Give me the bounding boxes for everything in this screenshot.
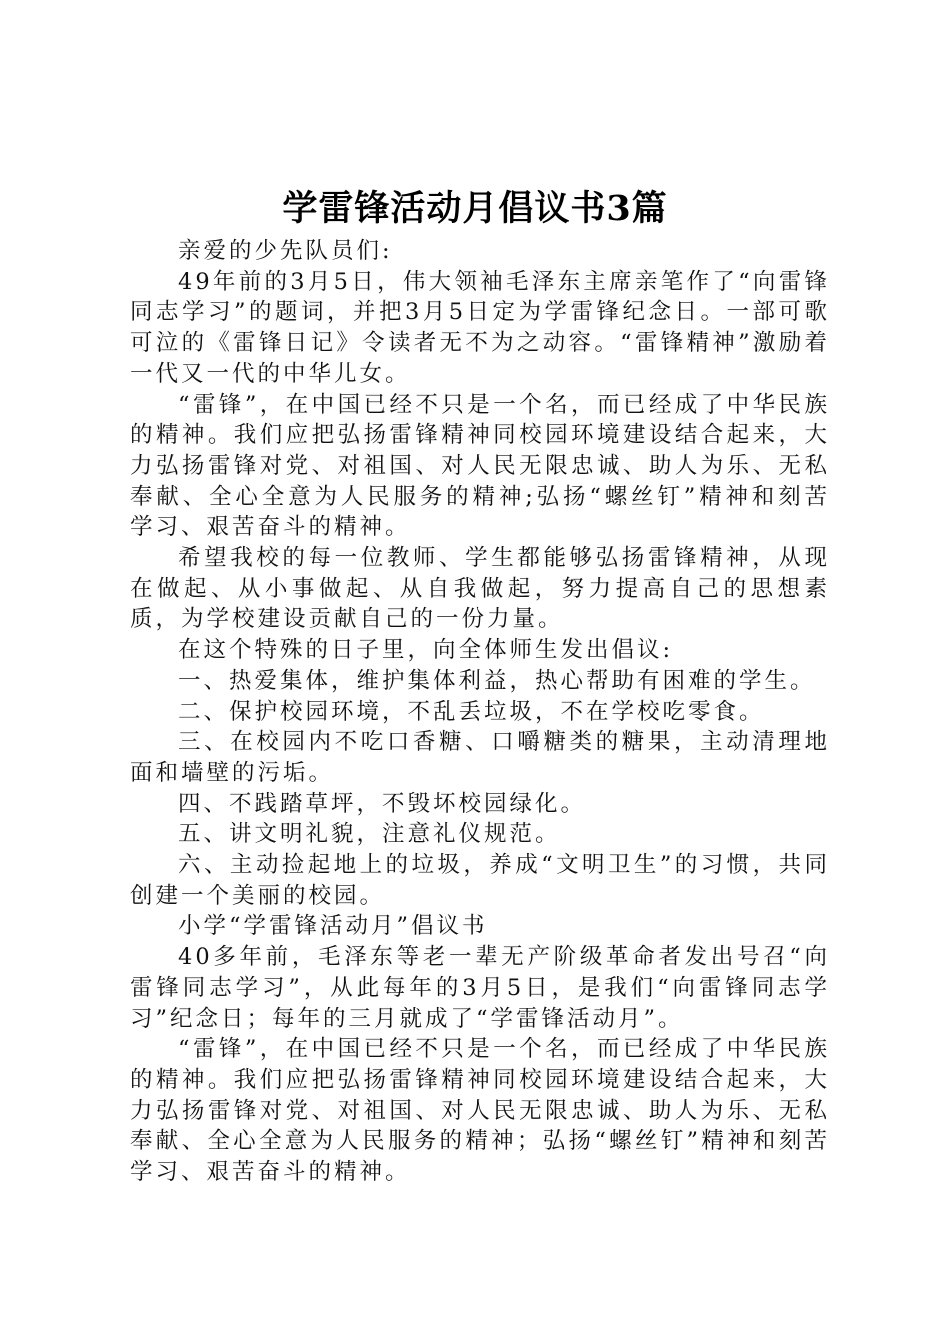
list-item: 五、讲文明礼貌，注意礼仪规范。 <box>178 821 561 848</box>
list-item: 四、不践踏草坪，不毁坏校园绿化。 <box>178 790 587 817</box>
list-item: 六、主动捡起地上的垃圾，养成“文明卫生”的习惯，共同创建一个美丽的校园。 <box>130 852 830 909</box>
paragraph: 49年前的3月5日，伟大领袖毛泽东主席亲笔作了“向雷锋同志学习”的题词，并把3月5日定为学雷锋纪念日。一部可歌可泣的《雷锋日记》令读者无不为之动容。“雷锋精神”激励着一代又一代的中华儿女。 <box>130 268 830 387</box>
document-body <box>130 236 830 1188</box>
paragraph: 在这个特殊的日子里，向全体师生发出倡议: <box>178 637 674 664</box>
paragraph: 希望我校的每一位教师、学生都能够弘扬雷锋精神，从现在做起、从小事做起、从自我做起，努力提高自己的思想素质，为学校建设贡献自己的一份力量。 <box>130 545 830 633</box>
document-title: 学雷锋活动月倡议书3篇 <box>282 188 668 229</box>
list-item: 三、在校园内不吃口香糖、口嚼糖类的糖果，主动清理地面和墙壁的污垢。 <box>130 729 830 786</box>
paragraph: “雷锋”，在中国已经不只是一个名，而已经成了中华民族的精神。我们应把弘扬雷锋精神同校园环境建设结合起来，大力弘扬雷锋对党、对祖国、对人民无限忠诚、助人为乐、无私奉献、全心全意为人民服务的精神;弘扬“螺丝钉”精神和刻苦学习、艰苦奋斗的精神。 <box>130 391 830 541</box>
paragraph-greeting: 亲爱的少先队员们: <box>178 238 393 264</box>
section-heading: 小学“学雷锋活动月”倡议书 <box>178 913 488 940</box>
list-item: 一、热爱集体，维护集体利益，热心帮助有困难的学生。 <box>178 667 816 694</box>
list-item: 二、保护校园环境，不乱丢垃圾，不在学校吃零食。 <box>178 698 765 725</box>
paragraph: “雷锋”，在中国已经不只是一个名，而已经成了中华民族的精神。我们应把弘扬雷锋精神同校园环境建设结合起来，大力弘扬雷锋对党、对祖国、对人民无限忠诚、助人为乐、无私奉献、全心全意为人民服务的精神；弘扬“螺丝钉”精神和刻苦学习、艰苦奋斗的精神。 <box>130 1036 830 1186</box>
paragraph: 40多年前，毛泽东等老一辈无产阶级革命者发出号召“向雷锋同志学习”，从此每年的3月5日，是我们“向雷锋同志学习”纪念日；每年的三月就成了“学雷锋活动月”。 <box>130 944 830 1032</box>
